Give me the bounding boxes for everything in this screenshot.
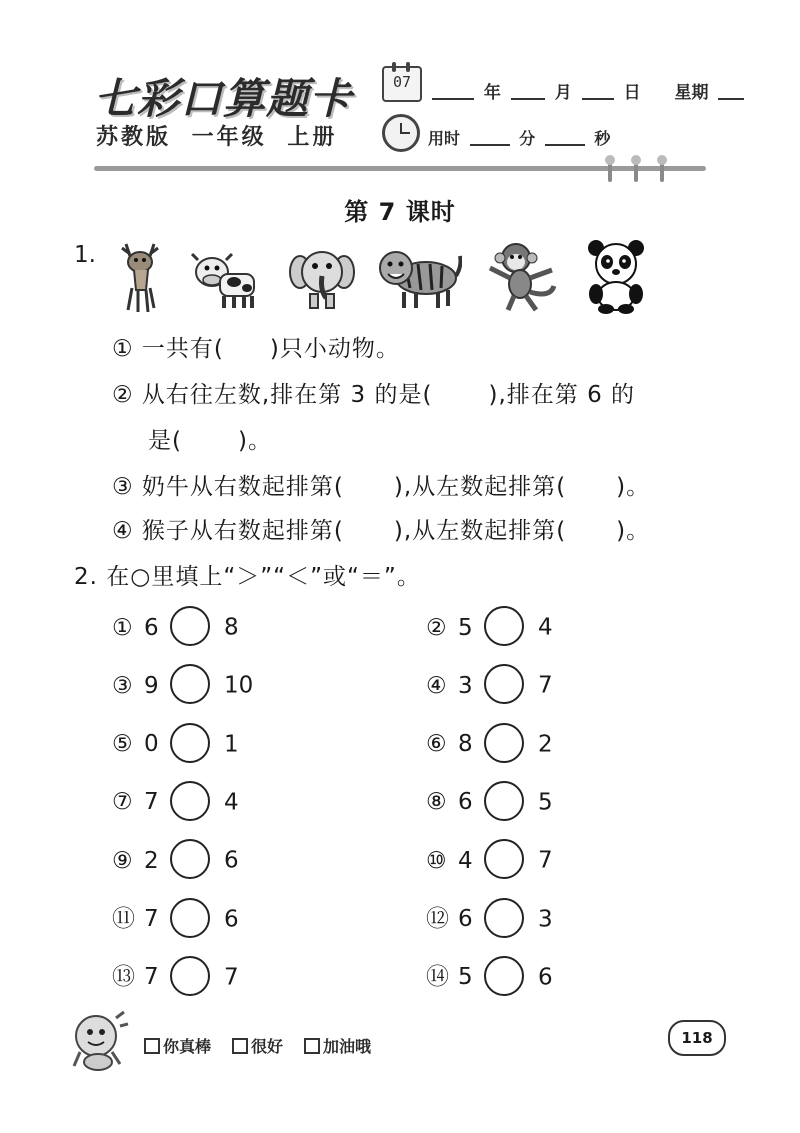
left-number: 7	[144, 964, 159, 991]
q1-line-2-text-a: ② 从右往左数,排在第 3 的是(	[112, 382, 433, 408]
time-used-label: 用时	[428, 129, 461, 148]
answer-circle[interactable]	[170, 898, 210, 938]
item-number: ⑫	[426, 906, 449, 932]
pin-icon	[660, 158, 664, 182]
q1-line-4-text-b: ),从左数起排第(	[393, 474, 567, 500]
comparison-item	[426, 898, 553, 938]
left-number: 6	[458, 906, 473, 932]
item-number: ①	[112, 614, 133, 641]
left-number: 5	[458, 964, 473, 991]
answer-circle[interactable]	[484, 781, 524, 821]
rating-very-good[interactable]	[232, 1034, 283, 1057]
right-number: 4	[538, 614, 553, 641]
right-number: 4	[224, 789, 239, 816]
answer-circle[interactable]	[170, 839, 210, 879]
rating-keep-going[interactable]	[304, 1034, 371, 1057]
month-label: 月	[554, 83, 572, 103]
answer-circle[interactable]	[484, 664, 524, 704]
q1-line-3-text-b: )。	[237, 428, 272, 454]
comparison-item	[426, 839, 553, 879]
q1-line-5-text-c: )。	[616, 518, 651, 544]
right-number: 7	[224, 964, 239, 991]
q1-line-5-text-b: ),从左数起排第(	[393, 518, 567, 544]
q1-line-1	[112, 330, 400, 363]
calendar-icon-text: 07	[392, 73, 412, 91]
month-blank[interactable]	[511, 80, 545, 100]
question-2-header	[74, 558, 421, 591]
answer-circle[interactable]	[484, 956, 524, 996]
comparison-item	[112, 723, 239, 763]
weekday-label: 星期	[674, 83, 709, 103]
item-number: ⑬	[112, 964, 135, 991]
monkey-icon	[486, 238, 562, 314]
time-fill-line	[428, 126, 610, 149]
lesson-title: 第 7 课时	[344, 198, 456, 226]
question-2-number: 2.	[74, 564, 98, 590]
checkbox-icon[interactable]	[232, 1038, 248, 1054]
q1-line-4-text-a: ③ 奶牛从右数起排第(	[112, 474, 344, 500]
elephant-icon	[288, 238, 356, 314]
seconds-label: 秒	[594, 129, 611, 148]
checkbox-icon[interactable]	[144, 1038, 160, 1054]
answer-circle[interactable]	[170, 956, 210, 996]
left-number: 6	[458, 789, 473, 816]
header-divider	[94, 166, 706, 171]
item-number: ⑥	[426, 731, 447, 758]
answer-circle[interactable]	[484, 898, 524, 938]
left-number: 7	[144, 789, 159, 816]
comparison-item	[112, 839, 239, 879]
rating-label: 加油哦	[323, 1037, 372, 1056]
clock-icon	[382, 114, 420, 152]
deer-icon	[106, 238, 174, 314]
left-number: 6	[144, 614, 159, 641]
left-number: 4	[458, 847, 473, 874]
minutes-label: 分	[519, 129, 536, 148]
right-number: 6	[224, 906, 239, 932]
item-number: ②	[426, 614, 447, 641]
cow-icon	[190, 238, 258, 314]
comparison-item	[426, 956, 553, 996]
item-number: ⑧	[426, 789, 447, 816]
right-number: 1	[224, 731, 239, 758]
q1-line-1-text-b: )只小动物。	[269, 336, 400, 362]
question-1-number: 1.	[74, 242, 96, 268]
q1-line-2-continued	[148, 422, 272, 455]
left-number: 9	[144, 672, 159, 699]
comparison-item	[426, 606, 553, 646]
comparison-item	[112, 781, 239, 821]
q1-line-3-text-a: 是(	[148, 428, 182, 454]
right-number: 5	[538, 789, 553, 816]
q1-line-4-text-c: )。	[616, 474, 651, 500]
answer-circle[interactable]	[484, 723, 524, 763]
panda-icon	[582, 238, 650, 314]
right-number: 8	[224, 614, 239, 641]
comparison-item	[112, 956, 239, 996]
edition-label: 苏教版 一年级 上册	[96, 125, 338, 150]
comparison-item	[426, 781, 553, 821]
q1-line-4	[112, 512, 650, 545]
answer-circle[interactable]	[170, 723, 210, 763]
day-label: 日	[623, 83, 641, 103]
page-number: 118	[668, 1020, 726, 1056]
mascot-icon	[66, 1008, 132, 1072]
rating-you-are-great[interactable]	[144, 1034, 211, 1057]
date-fill-line	[428, 78, 748, 103]
seconds-blank[interactable]	[545, 126, 585, 146]
left-number: 3	[458, 672, 473, 699]
item-number: ⑪	[112, 906, 135, 932]
q1-line-2	[112, 376, 635, 409]
rating-label: 很好	[251, 1037, 284, 1056]
left-number: 0	[144, 731, 159, 758]
weekday-blank[interactable]	[718, 80, 744, 100]
right-number: 6	[538, 964, 553, 991]
right-number: 10	[224, 672, 254, 699]
answer-circle[interactable]	[170, 606, 210, 646]
item-number: ⑩	[426, 847, 447, 874]
right-number: 6	[224, 847, 239, 874]
checkbox-icon[interactable]	[304, 1038, 320, 1054]
left-number: 7	[144, 906, 159, 932]
answer-circle[interactable]	[170, 664, 210, 704]
comparison-item	[426, 723, 553, 763]
pin-icon	[634, 158, 638, 182]
item-number: ⑨	[112, 847, 133, 874]
comparison-item	[426, 664, 553, 704]
item-number: ⑦	[112, 789, 133, 816]
comparison-item	[112, 606, 239, 646]
left-number: 8	[458, 731, 473, 758]
pin-icon	[608, 158, 612, 182]
minutes-blank[interactable]	[470, 126, 510, 146]
left-number: 2	[144, 847, 159, 874]
year-label: 年	[483, 83, 501, 103]
right-number: 7	[538, 847, 553, 874]
brand-title: 七彩口算题卡	[94, 74, 353, 123]
q1-line-3	[112, 468, 650, 501]
q1-line-2-text-b: ),排在第 6 的	[488, 382, 636, 408]
q1-line-1-text-a: ① 一共有(	[112, 336, 224, 362]
right-number: 3	[538, 906, 553, 932]
question-2-instruction: 在○里填上“＞”“＜”或“＝”。	[106, 564, 421, 590]
item-number: ③	[112, 672, 133, 699]
comparison-item	[112, 898, 239, 938]
answer-circle[interactable]	[484, 606, 524, 646]
rating-label: 你真棒	[163, 1037, 212, 1056]
item-number: ⑤	[112, 731, 133, 758]
item-number: ⑭	[426, 964, 449, 991]
tiger-icon	[376, 238, 462, 314]
item-number: ④	[426, 672, 447, 699]
comparison-item	[112, 664, 253, 704]
q1-line-5-text-a: ④ 猴子从右数起排第(	[112, 518, 344, 544]
year-blank[interactable]	[432, 80, 474, 100]
answer-circle[interactable]	[484, 839, 524, 879]
answer-circle[interactable]	[170, 781, 210, 821]
calendar-icon	[382, 66, 422, 102]
left-number: 5	[458, 614, 473, 641]
day-blank[interactable]	[582, 80, 614, 100]
right-number: 7	[538, 672, 553, 699]
right-number: 2	[538, 731, 553, 758]
